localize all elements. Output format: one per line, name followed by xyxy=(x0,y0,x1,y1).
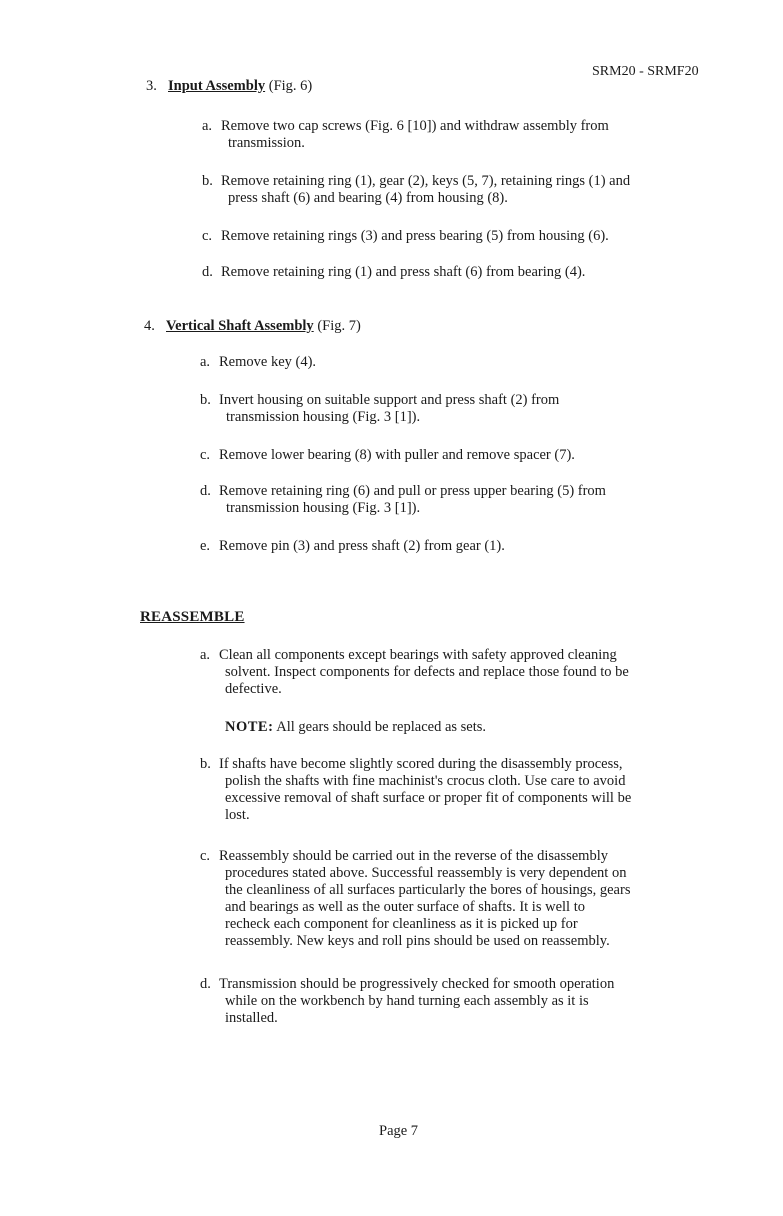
item-line: procedures stated above. Successful reassembly is very dependent on xyxy=(225,865,627,881)
section-3-item-a xyxy=(202,118,609,152)
item-line: the cleanliness of all surfaces particularly the bores of housings, gears xyxy=(225,882,631,898)
reassemble-item-a xyxy=(200,647,629,698)
document-code: SRM20 - SRMF20 xyxy=(592,64,699,79)
item-line: excessive removal of shaft surface or proper fit of components will be xyxy=(225,790,632,806)
item-line: defective. xyxy=(225,681,282,697)
item-letter: c. xyxy=(202,228,213,244)
note-label: NOTE: xyxy=(225,719,274,735)
section-4-item-d xyxy=(200,483,606,517)
item-line: and bearings as well as the outer surface of shafts. It is well to xyxy=(225,899,585,915)
item-line: Invert housing on suitable support and press shaft (2) from xyxy=(219,392,560,408)
item-letter: d. xyxy=(202,264,213,280)
section-3-item-b xyxy=(202,173,630,207)
section-3-item-d xyxy=(202,264,585,281)
item-line: Remove key (4). xyxy=(219,354,317,370)
item-line: Remove retaining ring (1), gear (2), keys (5, 7), retaining rings (1) and xyxy=(221,173,631,189)
item-line: Clean all components except bearings with safety approved cleaning xyxy=(219,647,617,663)
item-line: transmission housing (Fig. 3 [1]). xyxy=(226,500,421,516)
item-line: transmission housing (Fig. 3 [1]). xyxy=(226,409,421,425)
section-3-heading xyxy=(146,78,312,95)
section-3-title: Input Assembly xyxy=(168,78,266,94)
item-letter: c. xyxy=(200,848,211,864)
section-3-item-c xyxy=(202,228,609,245)
item-letter: b. xyxy=(202,173,213,189)
section-3-number: 3. xyxy=(146,78,157,94)
item-line: Remove retaining ring (6) and pull or press upper bearing (5) from xyxy=(219,483,606,499)
item-line: Remove lower bearing (8) with puller and remove spacer (7). xyxy=(219,447,575,463)
reassemble-item-d xyxy=(200,976,614,1027)
item-line: recheck each component for cleanliness as it is picked up for xyxy=(225,916,578,932)
item-letter: d. xyxy=(200,483,211,499)
item-line: polish the shafts with fine machinist's crocus cloth. Use care to avoid xyxy=(225,773,626,789)
item-line: reassembly. New keys and roll pins should be used on reassembly. xyxy=(225,933,610,949)
section-4-item-b xyxy=(200,392,559,426)
page-number: Page 7 xyxy=(379,1123,419,1139)
item-letter: d. xyxy=(200,976,211,992)
reassemble-item-c xyxy=(200,848,630,950)
item-line: Remove retaining rings (3) and press bearing (5) from housing (6). xyxy=(221,228,609,244)
item-letter: a. xyxy=(200,647,211,663)
item-letter: a. xyxy=(200,354,211,370)
item-line: Transmission should be progressively checked for smooth operation xyxy=(219,976,615,992)
reassemble-item-b xyxy=(200,756,631,824)
section-4-number: 4. xyxy=(144,318,155,334)
section-3-ref: (Fig. 6) xyxy=(268,78,313,94)
section-4-item-e xyxy=(200,538,505,555)
item-line: If shafts have become slightly scored during the disassembly process, xyxy=(219,756,623,772)
item-line: Reassembly should be carried out in the reverse of the disassembly xyxy=(219,848,608,864)
item-line: press shaft (6) and bearing (4) from housing (8). xyxy=(228,190,508,206)
section-4-item-a xyxy=(200,354,316,371)
item-letter: b. xyxy=(200,756,211,772)
item-line: lost. xyxy=(225,807,250,823)
section-4-heading xyxy=(144,318,361,335)
item-line: transmission. xyxy=(228,135,305,151)
item-letter: e. xyxy=(200,538,211,554)
reassemble-heading: REASSEMBLE xyxy=(140,609,245,625)
item-line: Remove two cap screws (Fig. 6 [10]) and withdraw assembly from xyxy=(221,118,609,134)
item-line: solvent. Inspect components for defects and replace those found to be xyxy=(225,664,629,680)
item-line: Remove retaining ring (1) and press shaft (6) from bearing (4). xyxy=(221,264,586,280)
item-line: while on the workbench by hand turning each assembly as it is xyxy=(225,993,589,1009)
section-4-ref: (Fig. 7) xyxy=(317,318,361,334)
note-text: All gears should be replaced as sets. xyxy=(276,719,487,735)
item-line: installed. xyxy=(225,1010,278,1026)
section-4-title: Vertical Shaft Assembly xyxy=(166,318,314,334)
item-letter: c. xyxy=(200,447,211,463)
item-line: Remove pin (3) and press shaft (2) from gear (1). xyxy=(219,538,505,554)
item-letter: a. xyxy=(202,118,213,134)
section-4-item-c xyxy=(200,447,575,464)
item-letter: b. xyxy=(200,392,211,408)
note xyxy=(225,719,486,736)
